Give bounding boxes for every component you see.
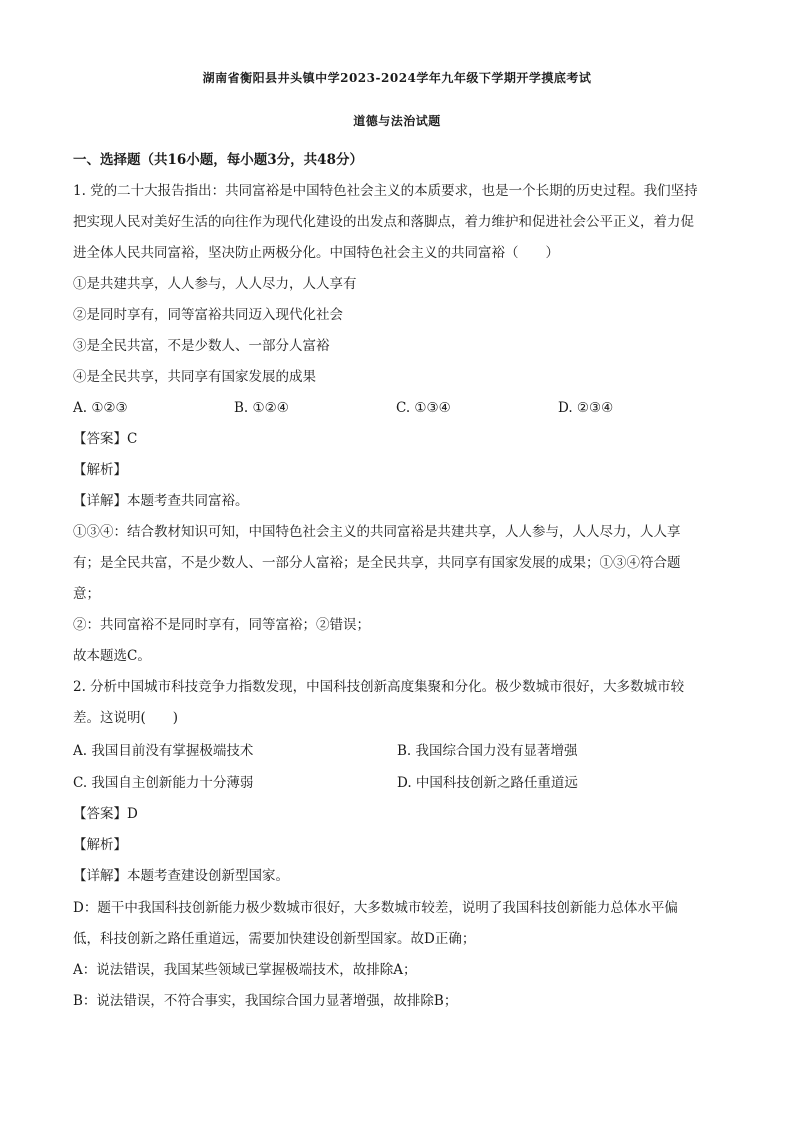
q1-option-c: C. ①③④ <box>396 400 451 416</box>
q2-answer: 【答案】D <box>73 806 138 822</box>
q2-option-d: D. 中国科技创新之路任重道远 <box>397 775 578 791</box>
q2-stem-line-1: 2. 分析中国城市科技竞争力指数发现，中国科技创新高度集聚和分化。极少数城市很好，大多数城市较 <box>73 679 685 695</box>
q1-detail-line-2: ①③④：结合教材知识可知，中国特色社会主义的共同富裕是共建共享，人人参与，人人尽力，人人享 <box>73 524 681 540</box>
q1-option-b: B. ①②④ <box>234 400 289 416</box>
q1-detail-line-4: 意； <box>73 586 100 602</box>
q1-stem-line-2: 把实现人民对美好生活的向往作为现代化建设的出发点和落脚点，着力维护和促进社会公平正义，着力促 <box>73 214 694 230</box>
exam-title: 湖南省衡阳县井头镇中学2023-2024学年九年级下学期开学摸底考试 <box>202 71 592 85</box>
q2-detail-line-1: 【详解】本题考查建设创新型国家。 <box>73 868 289 884</box>
q1-detail-line-5: ②：共同富裕不是同时享有，同等富裕；②错误； <box>73 617 370 633</box>
q1-option-d: D. ②③④ <box>558 400 614 416</box>
q2-option-c: C. 我国自主创新能力十分薄弱 <box>73 775 254 791</box>
q1-detail-line-1: 【详解】本题考查共同富裕。 <box>73 493 249 509</box>
q2-detail-line-3: 低，科技创新之路任重道远，需要加快建设创新型国家。故D正确； <box>73 931 476 947</box>
q2-detail-line-2: D：题干中我国科技创新能力极少数城市很好，大多数城市较差，说明了我国科技创新能力总体水平偏 <box>73 900 678 916</box>
q1-statement-2: ②是同时享有，同等富裕共同迈入现代化社会 <box>73 307 343 323</box>
q1-option-a: A. ①②③ <box>73 400 128 416</box>
q1-stem-line-3: 进全体人民共同富裕，坚决防止两极分化。中国特色社会主义的共同富裕（ ） <box>73 245 559 261</box>
q2-option-a: A. 我国目前没有掌握极端技术 <box>73 743 254 759</box>
q1-detail-line-6: 故本题选C。 <box>73 648 151 664</box>
q1-analysis-label: 【解析】 <box>73 462 127 478</box>
q2-detail-line-4: A：说法错误，我国某些领域已掌握极端技术，故排除A； <box>73 962 417 978</box>
q1-stem-line-1: 1. 党的二十大报告指出：共同富裕是中国特色社会主义的本质要求，也是一个长期的历史过程。我们坚持 <box>73 183 698 199</box>
q1-detail-line-3: 有；是全民共富，不是少数人、一部分人富裕；是全民共享，共同享有国家发展的成果；①③④符合题 <box>73 555 681 571</box>
q1-answer: 【答案】C <box>73 431 138 447</box>
q2-option-b: B. 我国综合国力没有显著增强 <box>397 743 578 759</box>
q1-statement-1: ①是共建共享，人人参与，人人尽力，人人享有 <box>73 276 357 292</box>
q1-statement-3: ③是全民共富，不是少数人、一部分人富裕 <box>73 338 330 354</box>
q2-analysis-label: 【解析】 <box>73 837 127 853</box>
section-heading: 一、选择题（共16小题，每小题3分，共48分） <box>73 152 363 168</box>
q2-detail-line-5: B：说法错误，不符合事实，我国综合国力显著增强，故排除B； <box>73 993 458 1009</box>
q1-statement-4: ④是全民共享，共同享有国家发展的成果 <box>73 369 316 385</box>
exam-subject-title: 道德与法治试题 <box>353 114 441 128</box>
q2-stem-line-2: 差。这说明( ) <box>73 710 179 726</box>
